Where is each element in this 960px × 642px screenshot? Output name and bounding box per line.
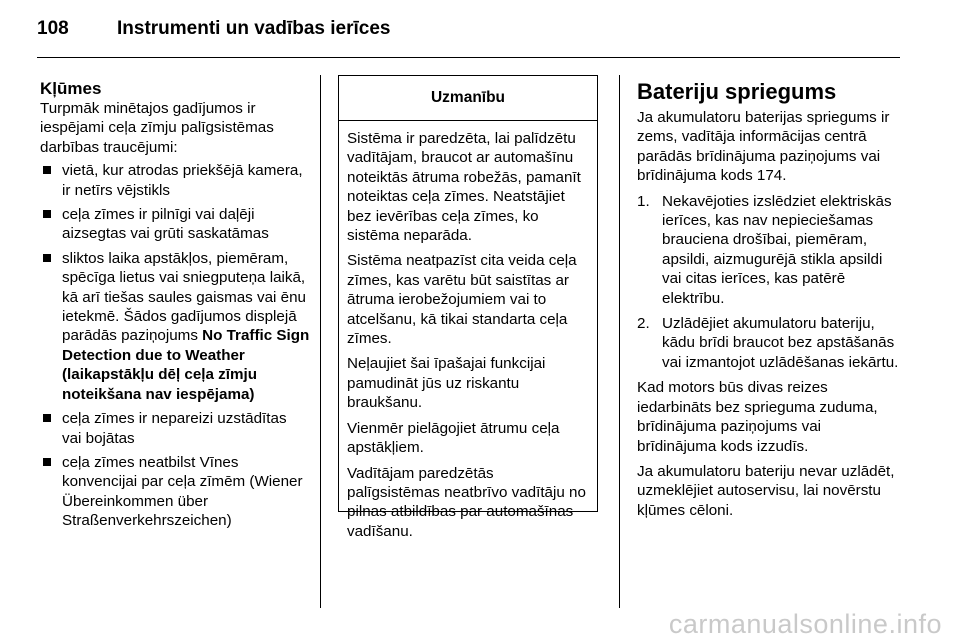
list-item: sliktos laika apstākļos, piemēram, spēcīga lietus vai sniegputeņa laikā, kā arī tiešas saules gaismas vai ēnu ietekmē. Šādos gadījumos displejā parādās paziņojums No Traffic Sign Detection due to Weather (laikapstākļu dēļ ceļa zīmju noteikšana nav iespējama) — [40, 249, 310, 404]
caution-paragraph: Vadītājam paredzētās palīgsistēmas neatbrīvo vadītāju no pilnas atbildības par automašīnas vadīšanu. — [347, 464, 586, 540]
faults-column — [40, 79, 310, 536]
battery-steps — [637, 192, 903, 373]
column-divider-left — [320, 75, 321, 608]
list-item: ceļa zīmes ir nepareizi uzstādītas vai bojātas — [40, 409, 310, 448]
faults-list — [40, 161, 310, 530]
weather-message: No Traffic Sign Detection due to Weather (laikapstākļu dēļ ceļa zīmju noteikšana nav iespējama) — [62, 327, 310, 403]
list-item: vietā, kur atrodas priekšējā kamera, ir netīrs vējstikls — [40, 161, 310, 200]
caution-box — [338, 75, 598, 540]
caution-title: Uzmanību — [339, 76, 597, 121]
bullet-square-icon — [43, 210, 51, 218]
caution-body — [339, 121, 597, 541]
battery-paragraph: Ja akumulatoru bateriju nevar uzlādēt, uzmeklējiet autoservisu, lai novērstu kļūmes cēloni. — [637, 462, 895, 519]
battery-paragraph: Kad motors būs divas reizes iedarbināts bez sprieguma zuduma, brīdinājuma paziņojums vai brīdinājuma kods izzudīs. — [637, 379, 878, 455]
list-item: 2. Uzlādējiet akumulatoru bateriju, kādu brīdi braucot bez apstāšanās vai izmantojot uzlādēšanas iekārtu. — [637, 315, 899, 371]
bullet-square-icon — [43, 166, 51, 174]
bullet-square-icon — [43, 414, 51, 422]
battery-heading: Bateriju spriegums — [637, 79, 837, 104]
caution-paragraph: Sistēma ir paredzēta, lai palīdzētu vadītājam, braucot ar automašīnu noteiktās ātruma robežās, pamanīt noteiktas ceļa zīmes. Neatstājiet bez ievērības ceļa zīmes, ko sistēma neparāda. — [347, 130, 581, 245]
faults-heading: Kļūmes — [40, 79, 102, 98]
page-title: Instrumenti un vadības ierīces — [117, 18, 391, 39]
list-item: ceļa zīmes ir pilnīgi vai daļēji aizsegtas vai grūti saskatāmas — [40, 205, 310, 244]
watermark: carmanualsonline.info — [668, 609, 942, 639]
battery-column — [637, 79, 903, 520]
faults-intro: Turpmāk minētajos gadījumos ir iespējami ceļa zīmju palīgsistēmas darbības traucējumi: — [40, 100, 274, 156]
caution-paragraph: Neļaujiet šai īpašajai funkcijai pamudināt jūs uz riskantu braukšanu. — [347, 355, 546, 412]
battery-intro: Ja akumulatoru baterijas spriegums ir zems, vadītāja informācijas centrā parādās brīdinājuma paziņojums vai brīdinājuma kods 174. — [637, 109, 890, 185]
header-rule — [37, 57, 900, 58]
caution-paragraph: Vienmēr pielāgojiet ātrumu ceļa apstākļiem. — [347, 419, 560, 457]
column-divider-right — [619, 75, 620, 608]
page-number: 108 — [37, 18, 69, 39]
step-number: 1. — [637, 192, 650, 210]
list-item: ceļa zīmes neatbilst Vīnes konvencijai par ceļa zīmēm (Wiener Übereinkommen über Straßenverkehrszeichen) — [40, 453, 310, 531]
step-number: 2. — [637, 315, 650, 333]
list-item: 1. Nekavējoties izslēdziet elektriskās ierīces, kas nav nepieciešamas brauciena drošībai, piemēram, apsildi, aizmugurējā stikla apsildi vai citas ierīces, kas patērē elektrību. — [637, 192, 892, 307]
bullet-square-icon — [43, 458, 51, 466]
bullet-square-icon — [43, 254, 51, 262]
caution-paragraph: Sistēma neatpazīst cita veida ceļa zīmes, kas varētu būt saistītas ar ātruma ierobežojumiem vai to atcelšanu, kā tikai standarta ceļa zīmes. — [347, 252, 577, 348]
